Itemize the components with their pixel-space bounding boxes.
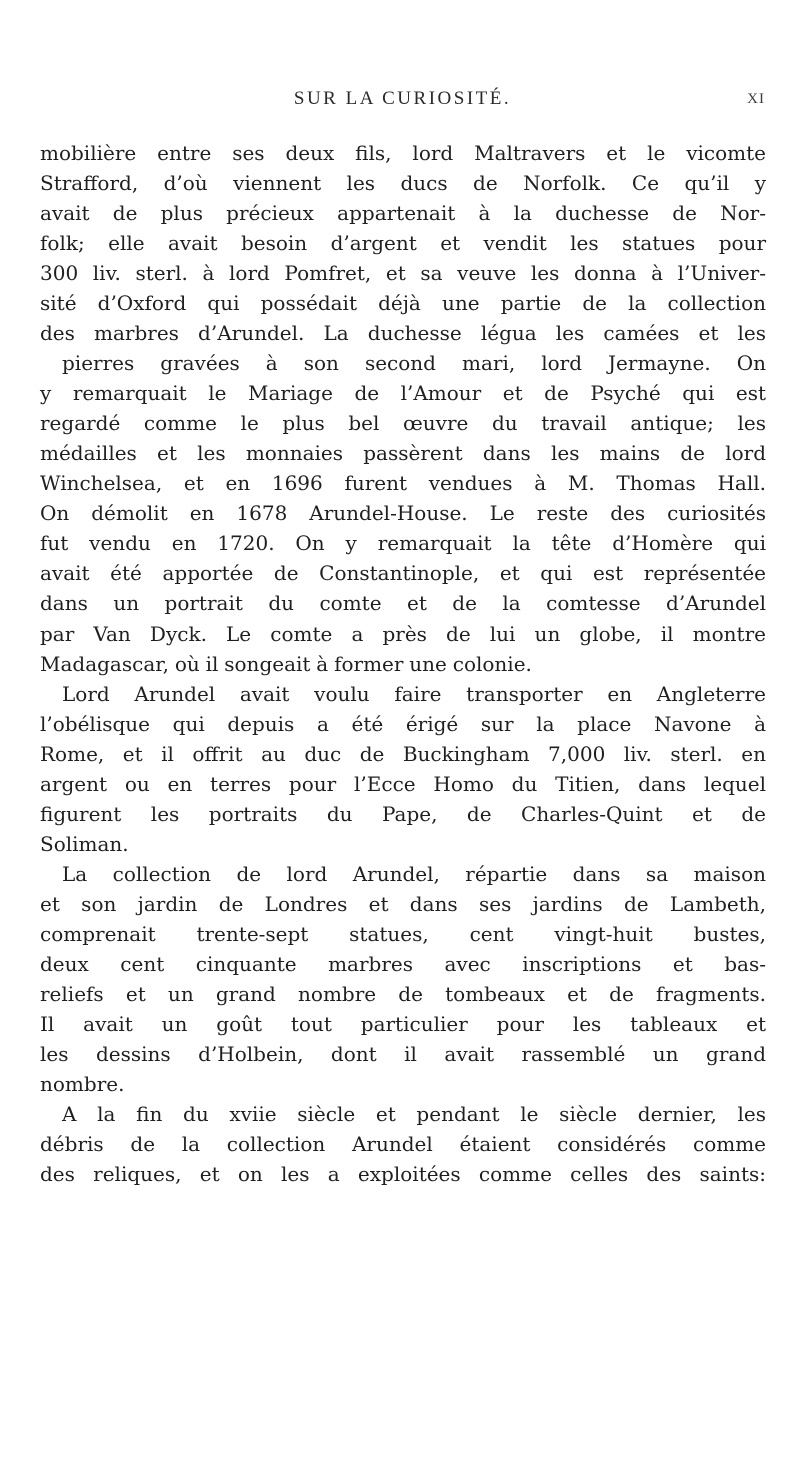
text-line: médailles et les monnaies passèrent dans les mains de lord <box>40 441 766 466</box>
text-line: regardé comme le plus bel œuvre du travail antique; les <box>40 411 766 436</box>
text-line: y remarquait le Mariage de l’Amour et de Psyché qui est <box>40 381 766 406</box>
text-line: des marbres d’Arundel. La duchesse légua les camées et les <box>40 321 766 346</box>
text-line: débris de la collection Arundel étaient considérés comme <box>40 1132 766 1157</box>
text-line: La collection de lord Arundel, répartie dans sa maison <box>62 861 766 886</box>
text-line: les dessins d’Holbein, dont il avait rassemblé un grand <box>40 1041 766 1066</box>
text-line: comprenait trente-sept statues, cent vingt-huit bustes, <box>40 921 766 946</box>
running-title: SUR LA CURIOSITÉ. <box>293 88 512 109</box>
text-line: nombre. <box>40 1071 125 1096</box>
text-line: A la fin du xviie siècle et pendant le siècle dernier, les <box>62 1102 766 1126</box>
text-line: Strafford, d’où viennent les ducs de Norfolk. Ce qu’il y <box>40 171 766 196</box>
page-header <box>40 88 765 118</box>
body-text <box>40 138 766 1189</box>
text-line: avait été apportée de Constantinople, et qui est représentée <box>40 561 766 586</box>
page-number: XI <box>747 91 765 107</box>
text-line: deux cent cinquante marbres avec inscriptions et bas- <box>40 951 766 976</box>
text-line: Winchelsea, et en 1696 furent vendues à M. Thomas Hall. <box>40 471 766 496</box>
text-line: mobilière entre ses deux fils, lord Maltravers et le vicomte <box>40 141 766 165</box>
text-line: Il avait un goût tout particulier pour les tableaux et <box>40 1011 766 1036</box>
text-line: 300 liv. sterl. à lord Pomfret, et sa veuve les donna à l’Univer- <box>40 261 766 286</box>
text-line: argent ou en terres pour l’Ecce Homo du Titien, dans lequel <box>40 771 766 796</box>
text-line: Madagascar, où il songeait à former une colonie. <box>40 651 532 676</box>
text-line: avait de plus précieux appartenait à la duchesse de Nor- <box>40 201 766 226</box>
text-line: On démolit en 1678 Arundel-House. Le reste des curiosités <box>40 501 766 526</box>
text-line: dans un portrait du comte et de la comtesse d’Arundel <box>40 591 766 616</box>
text-line: Lord Arundel avait voulu faire transporter en Angleterre <box>62 681 766 706</box>
text-line: Soliman. <box>40 831 129 856</box>
text-line: folk; elle avait besoin d’argent et vendit les statues pour <box>40 231 766 256</box>
text-line: l’obélisque qui depuis a été érigé sur la place Navone à <box>40 711 766 736</box>
text-line: des reliques, et on les a exploitées comme celles des saints: <box>40 1162 766 1187</box>
text-line: Rome, et il offrit au duc de Buckingham 7,000 liv. sterl. en <box>40 741 766 766</box>
text-line: pierres gravées à son second mari, lord Jermayne. On <box>62 351 766 376</box>
text-line: figurent les portraits du Pape, de Charles-Quint et de <box>40 801 766 826</box>
text-line: et son jardin de Londres et dans ses jardins de Lambeth, <box>40 891 766 916</box>
text-line: reliefs et un grand nombre de tombeaux et de fragments. <box>40 981 766 1006</box>
text-line: sité d’Oxford qui possédait déjà une partie de la collection <box>40 291 766 316</box>
text-line: fut vendu en 1720. On y remarquait la tête d’Homère qui <box>40 531 766 556</box>
text-line: par Van Dyck. Le comte a près de lui un globe, il montre <box>40 621 766 646</box>
